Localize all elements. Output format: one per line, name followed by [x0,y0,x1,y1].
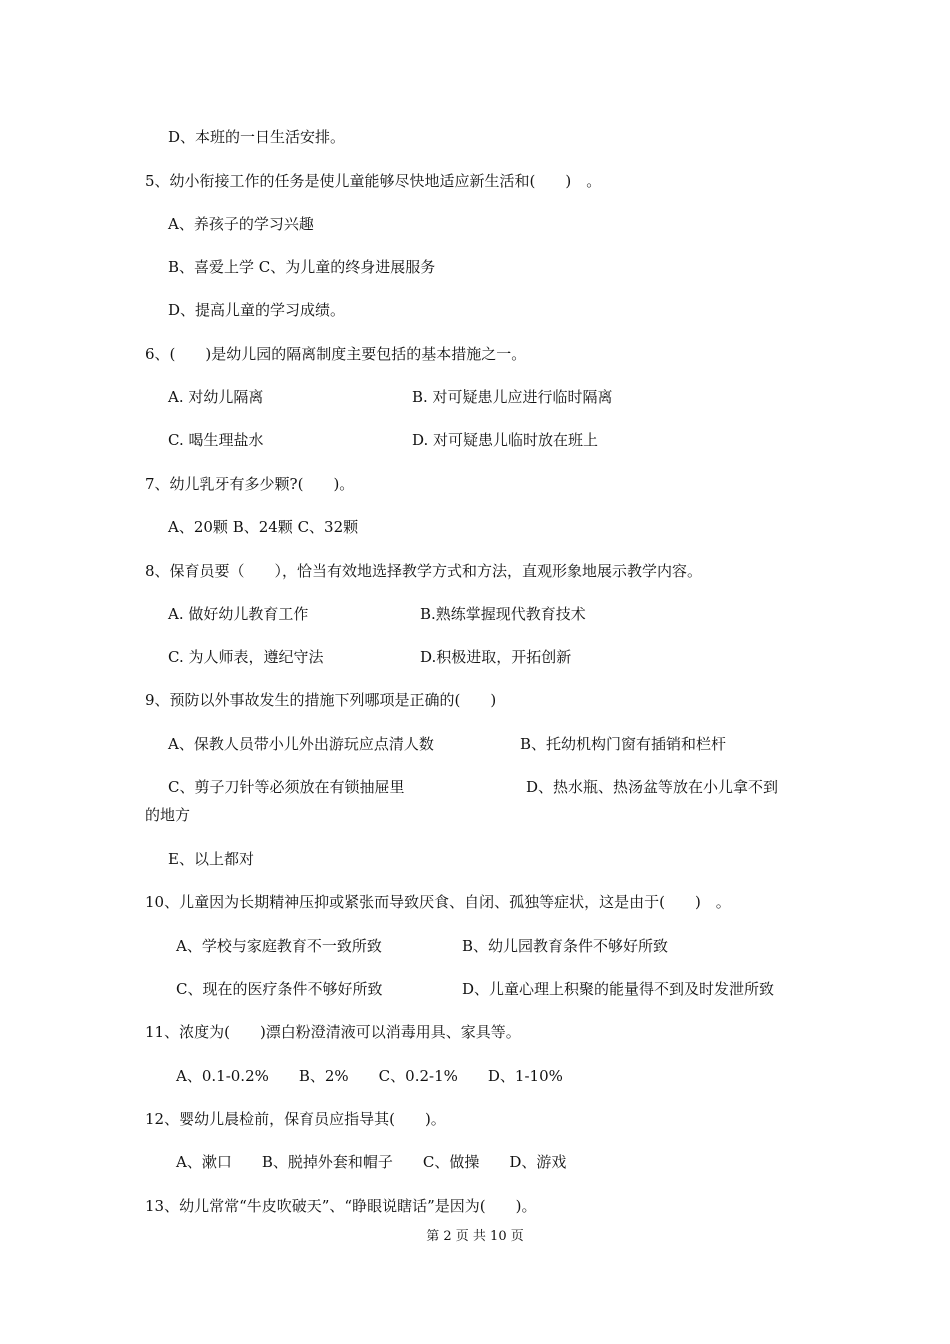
option-line: D、本班的一日生活安排。 [168,128,346,146]
option-d-continued: 的地方 [145,806,191,824]
question-8: 8、保育员要（ ），恰当有效地选择教学方式和方法，直观形象地展示教学内容。 [145,562,703,580]
option-line: B、喜爱上学 C、为儿童的终身进展服务 [168,258,436,276]
option-c: C. 为人师表，遵纪守法 [168,648,324,666]
page-footer: 第 2 页 共 10 页 [426,1229,524,1244]
option-b: B、托幼机构门窗有插销和栏杆 [520,735,727,753]
option-line: A、漱口 B、脱掉外套和帽子 C、做操 D、游戏 [176,1153,567,1171]
question-10: 10、儿童因为长期精神压抑或紧张而导致厌食、自闭、孤独等症状，这是由于( ) 。 [145,893,731,911]
option-c: C、剪子刀针等必须放在有锁抽屉里 [168,778,405,796]
question-9: 9、预防以外事故发生的措施下列哪项是正确的( ) [145,691,497,709]
option-b: B.熟练掌握现代教育技术 [420,605,586,623]
question-13: 13、幼儿常常“牛皮吹破天”、“睁眼说瞎话”是因为( )。 [145,1197,537,1215]
option-a: A. 做好幼儿教育工作 [168,605,309,623]
option-line: D、提高儿童的学习成绩。 [168,301,346,319]
option-a: A、保教人员带小儿外出游玩应点清人数 [168,735,434,753]
option-e: E、以上都对 [168,850,254,868]
option-c: C、现在的医疗条件不够好所致 [176,980,383,998]
option-d: D.积极进取，开拓创新 [420,648,572,666]
question-12: 12、婴幼儿晨检前，保育员应指导其( )。 [145,1110,446,1128]
option-line: A、养孩子的学习兴趣 [168,215,314,233]
option-b: B. 对可疑患儿应进行临时隔离 [412,388,613,406]
option-d: D、热水瓶、热汤盆等放在小儿拿不到 [526,778,779,796]
option-line: A、20颗 B、24颗 C、32颗 [168,518,359,536]
option-d: D、儿童心理上积聚的能量得不到及时发泄所致 [462,980,775,998]
option-d: D. 对可疑患儿临时放在班上 [412,431,599,449]
option-a: A、学校与家庭教育不一致所致 [176,937,382,955]
option-b: B、幼儿园教育条件不够好所致 [462,937,669,955]
option-line: A、0.1-0.2% B、2% C、0.2-1% D、1-10% [176,1067,563,1085]
question-11: 11、浓度为( )漂白粉澄清液可以消毒用具、家具等。 [145,1023,521,1041]
option-a: A. 对幼儿隔离 [168,388,264,406]
question-5: 5、幼小衔接工作的任务是使儿童能够尽快地适应新生活和( ) 。 [145,172,602,190]
question-6: 6、( )是幼儿园的隔离制度主要包括的基本措施之一。 [145,345,527,363]
question-7: 7、幼儿乳牙有多少颗?( )。 [145,475,355,493]
option-c: C. 喝生理盐水 [168,431,264,449]
